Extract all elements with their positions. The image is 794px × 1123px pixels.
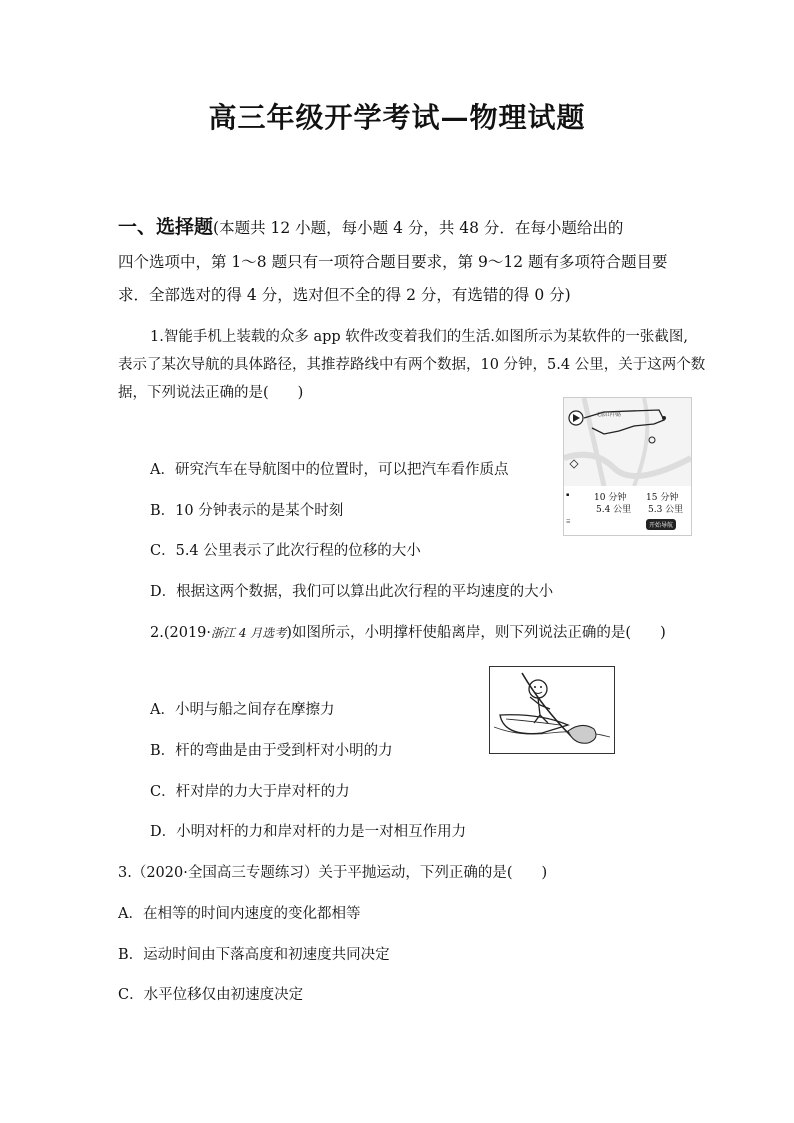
q3-stem: 3.（2020·全国高三专题练习）关于平抛运动，下列正确的是( ) <box>118 865 548 881</box>
q1-stem-3: 据，下列说法正确的是( ) <box>118 385 304 401</box>
q2-option-d: D．小明对杆的力和岸对杆的力是一对相互作用力 <box>150 824 467 840</box>
section-instructions-3: 求．全部选对的得 4 分，选对但不全的得 2 分，有选错的得 0 分) <box>118 286 571 304</box>
boat-figure <box>489 666 615 754</box>
route-info-panel <box>564 486 691 535</box>
q2-stem-suffix: )如图所示，小明撑杆使船离岸，则下列说法正确的是( ) <box>286 625 666 641</box>
navigation-map-figure <box>563 397 692 536</box>
boat-drawing <box>490 667 614 753</box>
q2-stem-source: 浙江 4 月选考 <box>211 626 287 640</box>
section-instructions-2: 四个选项中，第 1～8 题只有一项符合题目要求，第 9～12 题有多项符合题目要 <box>118 253 668 271</box>
q1-stem-1: 1.智能手机上装载的众多 app 软件改变着我们的生活.如图所示为某软件的一张截图, <box>150 329 688 345</box>
route-a-time: 10 分钟 <box>594 493 627 503</box>
route-b-time: 15 分钟 <box>646 493 679 503</box>
q1-option-d: D．根据这两个数据，我们可以算出此次行程的平均速度的大小 <box>150 584 554 600</box>
q1-option-a: A．研究汽车在导航图中的位置时，可以把汽车看作质点 <box>150 462 509 478</box>
map-road-label: 无影山中路 <box>596 412 622 418</box>
map-drawing <box>564 398 691 486</box>
route-a-tag-icon: ▪ <box>566 492 570 498</box>
q2-option-b: B．杆的弯曲是由于受到杆对小明的力 <box>150 743 393 759</box>
route-b-distance: 5.3 公里 <box>648 505 684 515</box>
q3-option-a: A．在相等的时间内速度的变化都相等 <box>118 906 361 922</box>
q2-option-c: C．杆对岸的力大于岸对杆的力 <box>150 784 350 800</box>
q3-option-b: B．运动时间由下落高度和初速度共同决定 <box>118 947 390 963</box>
route-detail-icon: ☰ <box>566 519 571 525</box>
section-instructions-1: (本题共 12 小题，每小题 4 分，共 48 分．在每小题给出的 <box>213 219 624 237</box>
q3-option-c: C．水平位移仅由初速度决定 <box>118 987 304 1003</box>
section-heading-line-1 <box>118 212 623 239</box>
q1-stem-2: 表示了某次导航的具体路径，其推荐路线中有两个数据，10 分钟，5.4 公里，关于这两个数 <box>118 357 706 373</box>
section-heading: 一、选择题 <box>118 216 214 238</box>
start-navigation-button[interactable]: 开始导航 <box>646 519 676 530</box>
q1-option-b: B．10 分钟表示的是某个时刻 <box>150 503 344 519</box>
q2-stem-prefix: 2.(2019· <box>150 625 212 641</box>
page-title: 高三年级开学考试—物理试题 <box>208 101 586 134</box>
route-a-distance: 5.4 公里 <box>596 505 632 515</box>
q2-stem <box>150 621 666 642</box>
q1-option-c: C．5.4 公里表示了此次行程的位移的大小 <box>150 543 421 559</box>
q2-option-a: A．小明与船之间存在摩擦力 <box>150 702 335 718</box>
